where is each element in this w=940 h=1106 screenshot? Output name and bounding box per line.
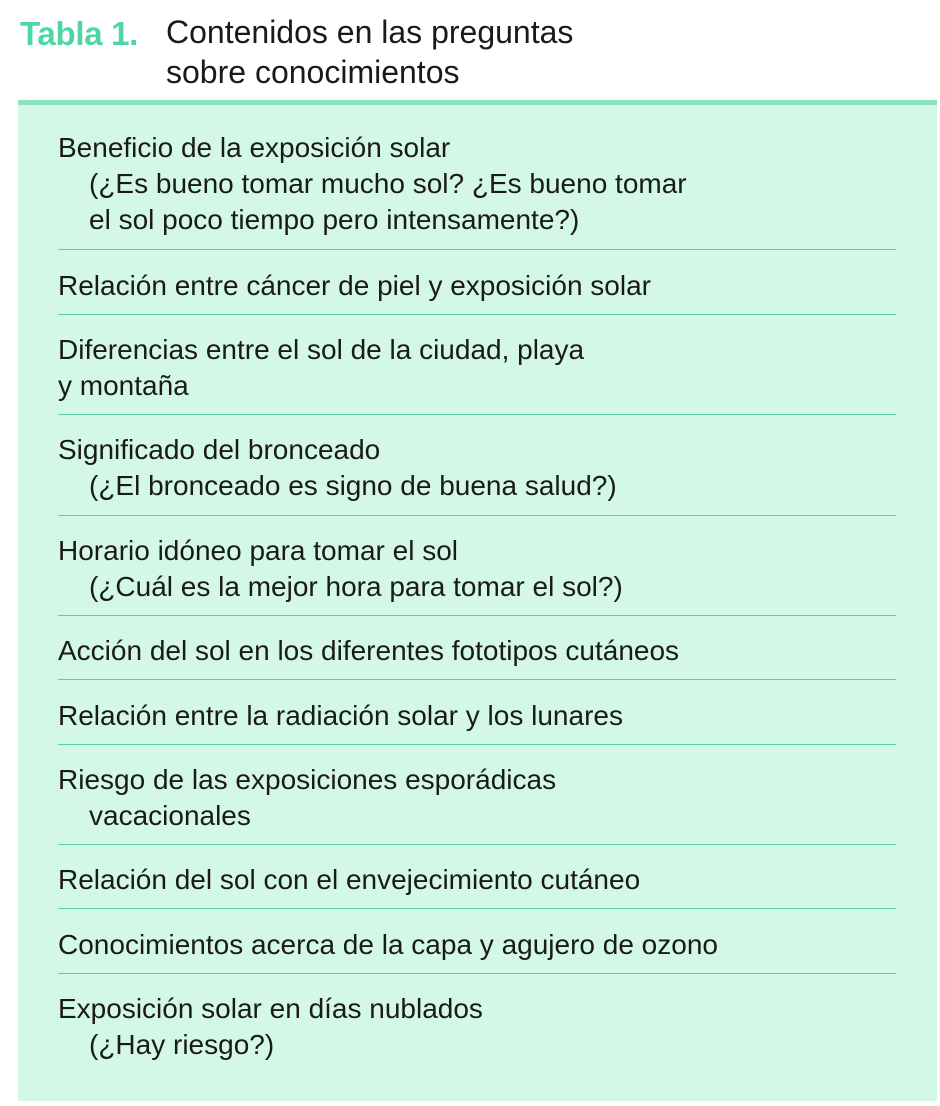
row-sub-text: (¿Cuál es la mejor hora para tomar el sol?)	[89, 571, 623, 602]
row-sub-text: (¿El bronceado es signo de buena salud?)	[89, 470, 617, 501]
row-main-text: Beneficio de la exposición solar	[58, 132, 451, 163]
table-number-label: Tabla 1.	[20, 15, 139, 52]
row-main-text: Relación del sol con el envejecimiento cutáneo	[58, 864, 641, 895]
table-row	[58, 762, 896, 845]
row-main-text: Horario idóneo para tomar el sol	[58, 535, 458, 566]
row-main-text: Acción del sol en los diferentes fototipos cutáneos	[58, 635, 680, 666]
table-row	[58, 268, 896, 315]
table-row	[58, 991, 896, 1073]
table-row	[58, 862, 896, 909]
row-main-text-continued: y montaña	[58, 370, 189, 401]
row-sub-text: vacacionales	[89, 800, 251, 831]
table-row	[58, 927, 896, 974]
table-panel	[18, 105, 937, 1101]
table-row	[58, 633, 896, 680]
row-main-text: Exposición solar en días nublados	[58, 993, 483, 1024]
row-sub-text: el sol poco tiempo pero intensamente?)	[89, 204, 580, 235]
row-sub-text: (¿Es bueno tomar mucho sol? ¿Es bueno tomar	[89, 168, 687, 199]
table-row	[58, 432, 896, 516]
row-main-text: Diferencias entre el sol de la ciudad, playa	[58, 334, 585, 365]
row-main-text: Conocimientos acerca de la capa y agujero de ozono	[58, 929, 718, 960]
row-main-text: Relación entre cáncer de piel y exposición solar	[58, 270, 651, 301]
row-main-text: Riesgo de las exposiciones esporádicas	[58, 764, 557, 795]
row-main-text: Significado del bronceado	[58, 434, 381, 465]
table-title-line-2: sobre conocimientos	[166, 54, 460, 90]
table-title-line-1: Contenidos en las preguntas	[166, 14, 574, 50]
table-title	[166, 12, 573, 92]
row-main-text: Relación entre la radiación solar y los lunares	[58, 700, 623, 731]
table-row	[58, 130, 896, 250]
table-row	[58, 698, 896, 745]
table-row	[58, 533, 896, 616]
table-row	[58, 332, 896, 415]
row-sub-text: (¿Hay riesgo?)	[89, 1029, 275, 1060]
